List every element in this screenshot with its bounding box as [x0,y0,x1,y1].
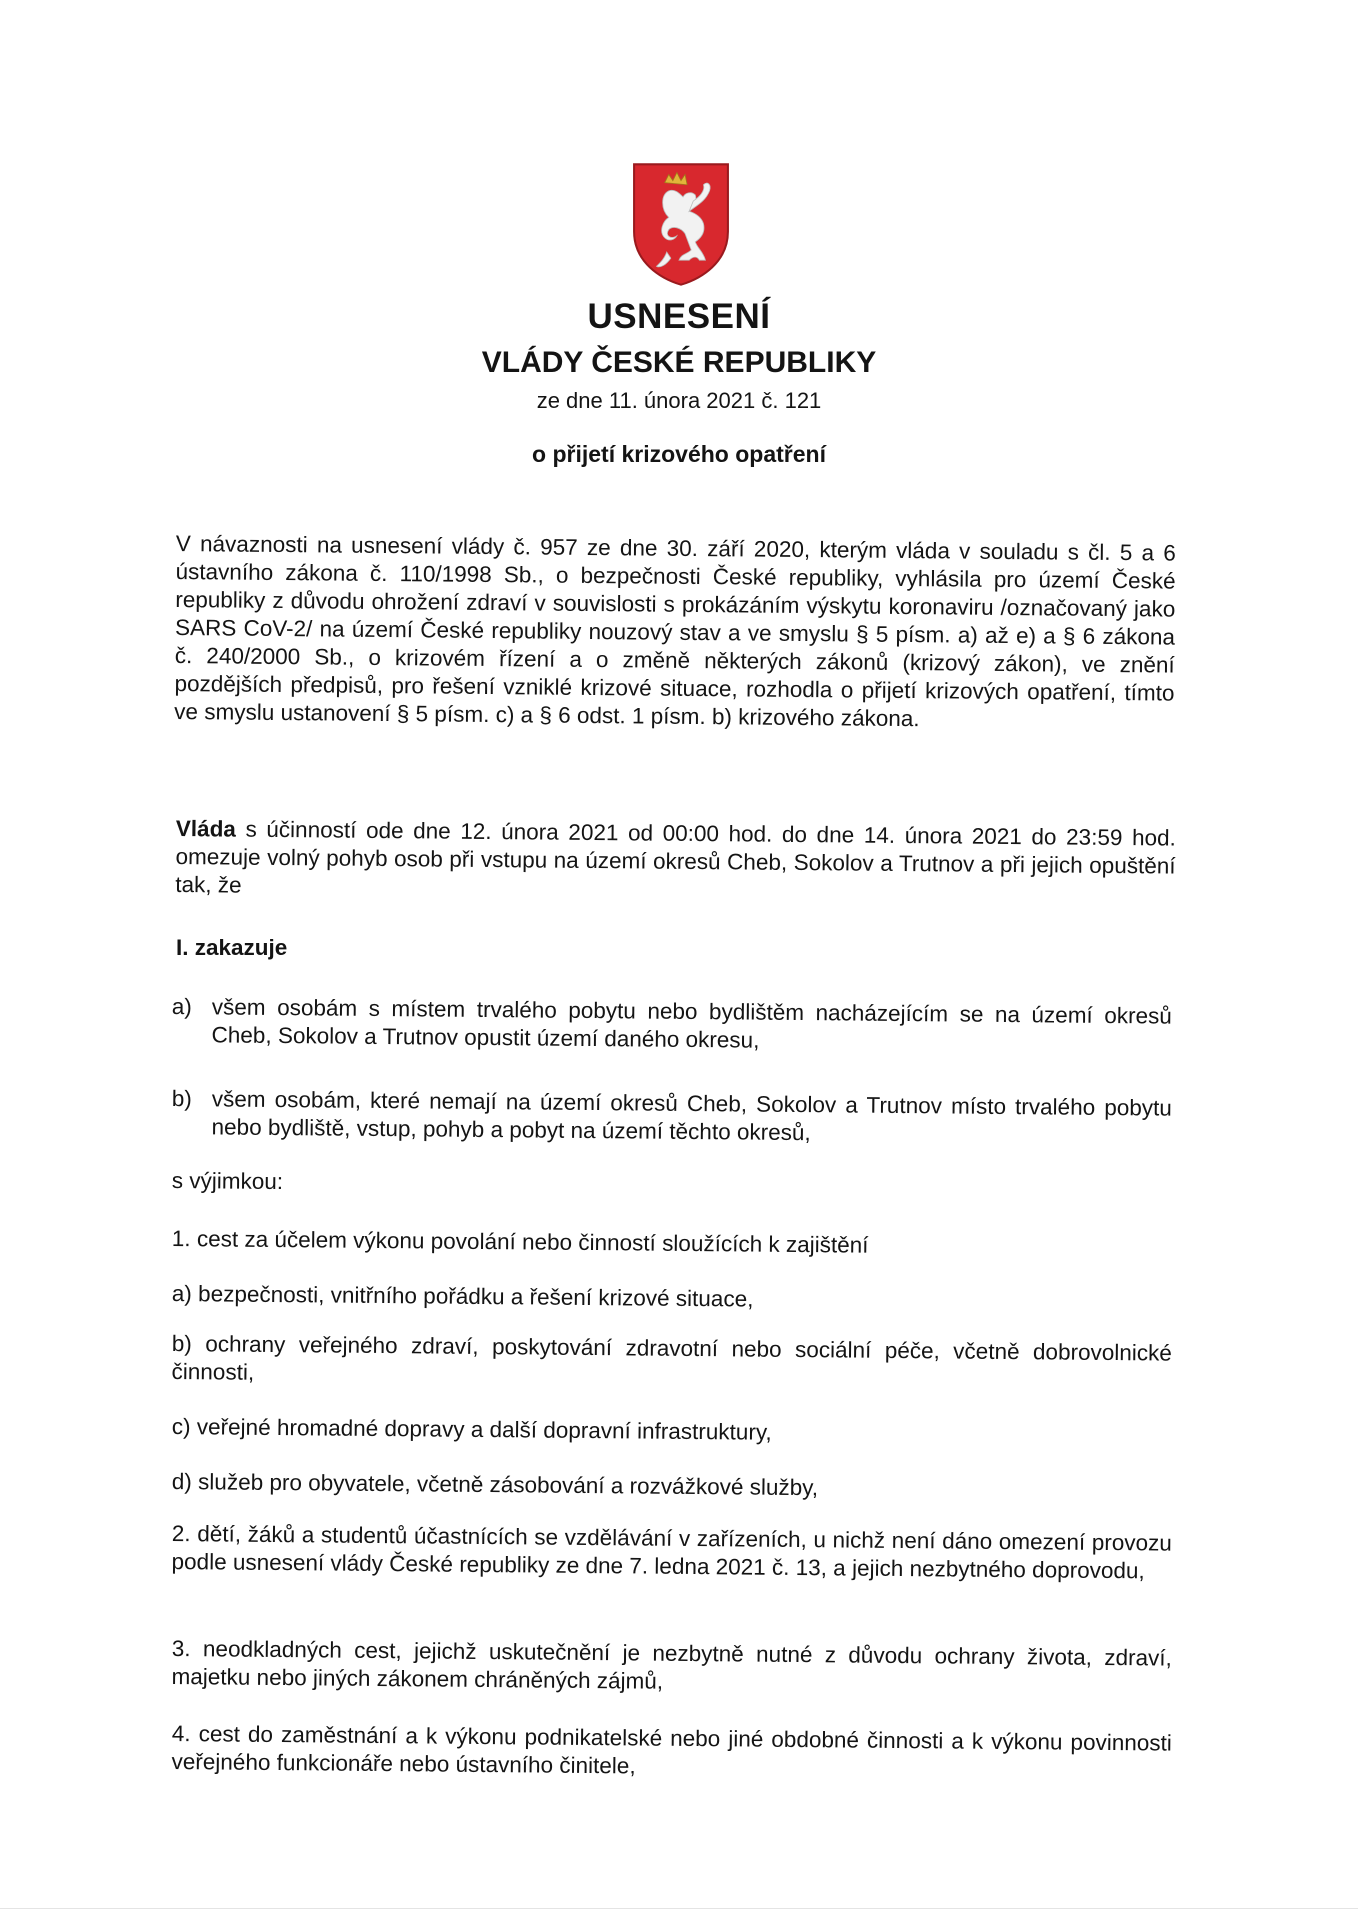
exception-subitem-d: d) služeb pro obyvatele, včetně zásobování a rozvážkové služby, [171,1469,819,1501]
item-letter: b) [171,1086,193,1112]
exception-item-2: 2. dětí, žáků a studentů účastnících se vzdělávání v zařízeních, u nichž není dáno omezení provozu podle usnesení vlády České republiky ze dne 7. ledna 2021 č. 13, a jejich nezbytného doprovodu, [171,1521,1172,1584]
scan-edge [0,1908,1358,1909]
exception-item-4: 4. cest do zaměstnání a k výkonu podnikatelské nebo jiné obdobné činnosti a k výkonu povinnosti veřejného funkcionáře nebo ústavního činitele, [171,1721,1172,1779]
prohibition-item [171,1085,1171,1151]
section-heading: I. zakazuje [176,935,288,960]
decision-paragraph [175,815,1176,909]
exception-subitem-a: a) bezpečnosti, vnitřního pořádku a řešení krizové situace, [171,1281,754,1312]
czech-coat-of-arms-icon [630,160,732,288]
resolution-title: USNESENÍ [587,297,771,336]
resolution-date: ze dne 11. února 2021 č. 121 [536,388,822,413]
decision-text: s účinností ode dne 12. února 2021 od 00:00 hod. do dne 14. února 2021 do 23:59 hod. omezuje volný pohyb osob při vstupu na území okresů Cheb, Sokolov a Trutnov a při jejich opuštění tak, že [175,816,1176,898]
item-text: všem osobám, které nemají na území okresů Cheb, Sokolov a Trutnov místo trvalého pobytu nebo bydliště, vstup, pohyb a pobyt na území těchto okresů, [211,1086,1172,1146]
exception-label: s výjimkou: [171,1168,284,1195]
exception-subitem-c: c) veřejné hromadné dopravy a další dopravní infrastruktury, [171,1414,772,1445]
item-letter: a) [171,993,193,1020]
prohibition-item [171,993,1171,1059]
resolution-subject: o přijetí krizového opatření [532,441,826,467]
government-name: VLÁDY ČESKÉ REPUBLIKY [481,346,877,379]
exception-item-1: 1. cest za účelem výkonu povolání nebo činností sloužících k zajištění [171,1226,869,1258]
intro-paragraph: V návaznosti na usnesení vlády č. 957 ze dne 30. září 2020, kterým vláda v souladu s čl. 5 a 6 ústavního zákona č. 110/1998 Sb., o bezpečnosti České republiky, vyhlásila pro území České republiky z důvodu ohrožení zdraví v souvislosti s prokázáním výskytu koronaviru /označovaný jako SARS CoV-2/ na území České republiky nouzový stav a ve smyslu § 5 písm. a) až e) a § 6 zákona č. 240/2000 Sb., o krizovém řízení a o změně některých zákonů (krizový zákon), ve znění pozdějších předpisů, pro řešení vzniklé krizové situace, rozhodla o přijetí krizových opatření, tímto ve smyslu ustanovení § 5 písm. c) a § 6 odst. 1 písm. b) krizového zákona. [174,530,1176,732]
item-text: všem osobám s místem trvalého pobytu nebo bydlištěm nacházejícím se na území okresů Cheb, Sokolov a Trutnov opustit území daného okresu, [211,994,1172,1053]
decision-lead: Vláda [175,815,237,842]
exception-item-3: 3. neodkladných cest, jejichž uskutečnění je nezbytně nutné z důvodu ochrany života, zdraví, majetku nebo jiných zákonem chráněných zájmů, [171,1636,1172,1694]
exception-subitem-b: b) ochrany veřejného zdraví, poskytování zdravotní nebo sociální péče, včetně dobrovolnické činnosti, [171,1331,1172,1385]
